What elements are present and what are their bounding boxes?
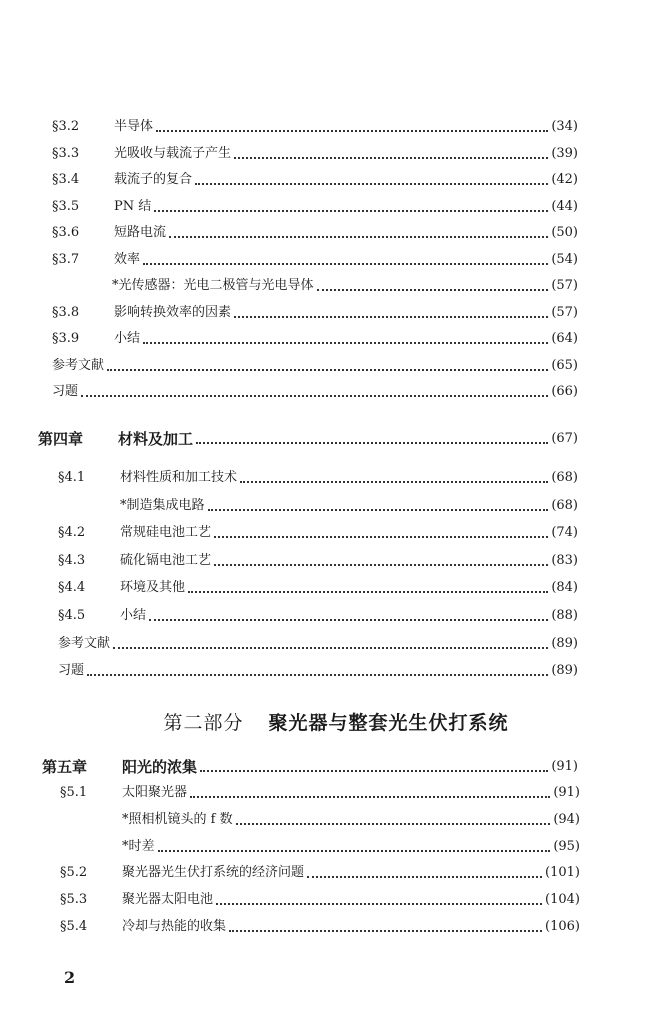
dot-leader (154, 210, 548, 212)
page-ref: (65) (551, 357, 578, 373)
dot-leader (200, 770, 548, 772)
entry-title: 习题 (52, 384, 79, 399)
toc-entry (60, 916, 580, 938)
page-ref: (68) (551, 470, 578, 485)
dot-leader (214, 536, 548, 538)
entry-title: *时差 (122, 838, 155, 854)
page-ref: (44) (551, 198, 578, 214)
dot-leader (81, 395, 548, 397)
page-ref: (57) (551, 278, 578, 293)
entry-title: 常规硅电池工艺 (120, 525, 212, 541)
page-ref: (54) (551, 251, 578, 267)
toc-entry (60, 862, 580, 884)
toc-entry (52, 328, 578, 350)
entry-title: 环境及其他 (120, 580, 186, 596)
entry-title: 阳光的浓集 (122, 758, 198, 776)
dot-leader (143, 342, 548, 344)
entry-title: 参考文献 (58, 635, 111, 651)
page-ref: (84) (551, 580, 578, 596)
dot-leader (158, 850, 551, 852)
entry-title: 材料及加工 (118, 430, 194, 448)
dot-leader (107, 369, 548, 371)
section-number: §5.2 (60, 865, 88, 881)
entry-title: 冷却与热能的收集 (122, 919, 227, 934)
section-number: §4.5 (58, 608, 86, 623)
page-ref: (89) (551, 663, 578, 679)
entry-title: 半导体 (114, 119, 154, 134)
toc-entry (52, 196, 578, 218)
page-ref: (57) (551, 304, 578, 320)
toc-entry (60, 809, 580, 831)
page-ref: (83) (551, 552, 578, 568)
entry-title: 聚光器太阳电池 (122, 892, 214, 908)
page-number: 2 (64, 968, 76, 987)
page-ref: (68) (551, 497, 578, 513)
entry-title: *照相机镜头的 f 数 (122, 811, 233, 827)
page-ref: (94) (553, 811, 580, 827)
entry-title: 影响转换效率的因素 (114, 304, 232, 320)
entry-title: 光吸收与载流子产生 (114, 145, 232, 161)
entry-title: *制造集成电路 (120, 497, 205, 513)
page-ref: (91) (553, 785, 580, 800)
section-number: §4.4 (58, 580, 86, 596)
page-ref: (91) (551, 759, 578, 774)
page-ref: (34) (551, 119, 578, 134)
entry-title: 太阳聚光器 (122, 785, 188, 800)
dot-leader (317, 289, 549, 291)
entry-title: 效率 (114, 251, 141, 267)
page-ref: (67) (551, 431, 578, 446)
section-number: §5.1 (60, 785, 88, 800)
entry-title: PN 结 (114, 198, 152, 214)
chapter-heading (38, 428, 578, 450)
toc-entry (58, 633, 578, 655)
toc-entry (58, 495, 578, 517)
toc-entry (58, 605, 578, 627)
toc-entry (60, 836, 580, 858)
part-heading (0, 708, 672, 735)
part-label: 第二部分 (163, 712, 244, 734)
page-ref: (74) (551, 525, 578, 541)
toc-entry (52, 116, 578, 138)
toc-entry (58, 550, 578, 572)
entry-title: *光传感器：光电二极管与光电导体 (112, 278, 314, 293)
section-number: §3.8 (52, 304, 80, 320)
dot-leader (216, 903, 542, 905)
dot-leader (234, 157, 548, 159)
page-ref: (88) (551, 608, 578, 623)
page-ref: (89) (551, 635, 578, 651)
toc-entry (58, 467, 578, 489)
entry-title: 参考文献 (52, 357, 105, 373)
dot-leader (240, 481, 548, 483)
dot-leader (156, 130, 548, 132)
section-number: §3.2 (52, 119, 80, 134)
page-ref: (50) (551, 225, 578, 240)
entry-title: 习题 (58, 663, 85, 679)
dot-leader (208, 509, 549, 511)
page-ref: (106) (545, 919, 580, 934)
section-number: §4.2 (58, 525, 86, 541)
section-number: §5.3 (60, 892, 88, 908)
entry-title: 小结 (120, 608, 147, 623)
toc-entry (60, 782, 580, 804)
section-number: §3.5 (52, 198, 80, 214)
section-number: §3.3 (52, 145, 80, 161)
section-number: §4.1 (58, 470, 86, 485)
dot-leader (196, 442, 548, 444)
toc-entry (52, 169, 578, 191)
entry-title: 小结 (114, 331, 141, 346)
section-number: §3.9 (52, 331, 80, 346)
dot-leader (236, 823, 551, 825)
page-ref: (95) (553, 838, 580, 854)
section-number: §5.4 (60, 919, 88, 934)
page-ref: (39) (551, 145, 578, 161)
page-ref: (104) (545, 892, 580, 908)
part-title: 聚光器与整套光生伏打系统 (268, 712, 509, 734)
page-ref: (42) (551, 172, 578, 187)
toc-entry (52, 355, 578, 377)
section-number: §3.7 (52, 251, 80, 267)
entry-title: 材料性质和加工技术 (120, 470, 238, 485)
section-number: §3.6 (52, 225, 80, 240)
entry-title: 短路电流 (114, 225, 167, 240)
page-ref: (66) (551, 384, 578, 399)
dot-leader (149, 619, 548, 621)
entry-title: 载流子的复合 (114, 172, 193, 187)
dot-leader (169, 236, 548, 238)
section-number: §4.3 (58, 552, 86, 568)
toc-entry (58, 660, 578, 682)
toc-entry (52, 275, 578, 297)
dot-leader (113, 647, 548, 649)
dot-leader (143, 263, 548, 265)
section-number: §3.4 (52, 172, 80, 187)
dot-leader (234, 316, 548, 318)
toc-entry (52, 222, 578, 244)
entry-title: 硫化镉电池工艺 (120, 552, 212, 568)
toc-entry (52, 143, 578, 165)
dot-leader (229, 930, 542, 932)
toc-entry (60, 889, 580, 911)
dot-leader (188, 591, 548, 593)
dot-leader (214, 564, 548, 566)
toc-entry (52, 302, 578, 324)
chapter-label: 第五章 (42, 758, 88, 776)
toc-entry (58, 577, 578, 599)
toc-entry (58, 522, 578, 544)
dot-leader (87, 674, 548, 676)
toc-entry (52, 381, 578, 403)
page-ref: (101) (545, 865, 580, 881)
dot-leader (307, 876, 542, 878)
entry-title: 聚光器光生伏打系统的经济问题 (122, 865, 305, 881)
dot-leader (195, 183, 548, 185)
dot-leader (190, 796, 550, 798)
chapter-heading (42, 756, 578, 778)
chapter-label: 第四章 (38, 430, 84, 448)
page-ref: (64) (551, 331, 578, 346)
toc-entry (52, 249, 578, 271)
